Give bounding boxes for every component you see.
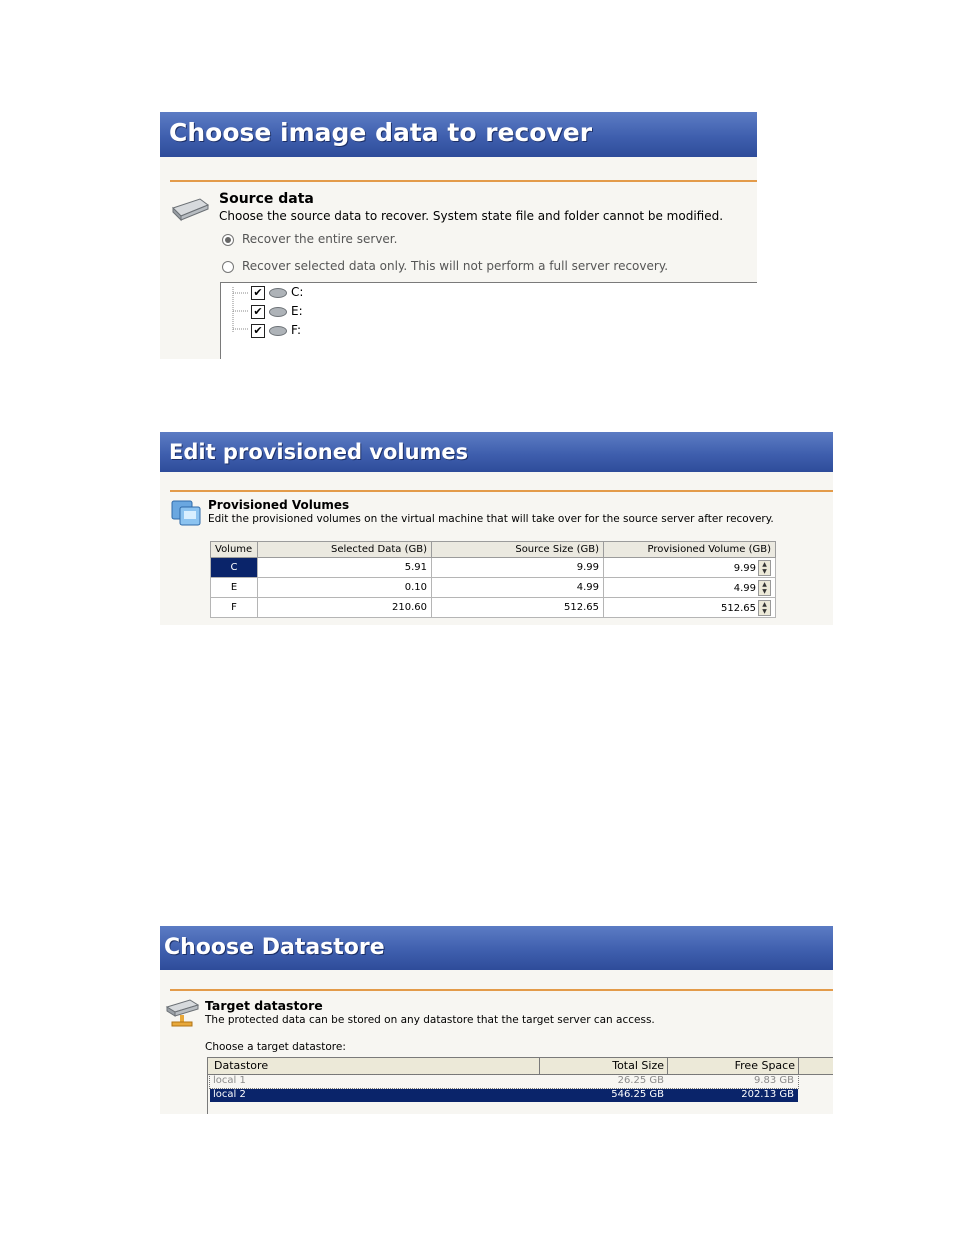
radio-recover-selected[interactable] (222, 259, 668, 273)
checkbox-checked-icon[interactable]: ✔ (251, 286, 265, 300)
column-divider (667, 1058, 668, 1074)
radio-unselected-icon[interactable] (222, 261, 234, 273)
banner (160, 112, 757, 157)
table-row[interactable] (211, 598, 776, 618)
drive-icon (170, 196, 210, 222)
column-header[interactable]: Volume (211, 542, 258, 558)
selected-cell: 0.10 (258, 578, 432, 598)
datastore-free: 202.13 GB (741, 1089, 794, 1100)
section-title: Provisioned Volumes (208, 498, 350, 512)
selected-cell: 210.60 (258, 598, 432, 618)
banner-title: Choose image data to recover (169, 118, 593, 147)
provisioned-volumes-icon (170, 495, 202, 529)
datastore-total: 546.25 GB (611, 1089, 664, 1100)
spinner-icon[interactable]: ▲ ▼ (758, 560, 771, 576)
choose-datastore-label: Choose a target datastore: (205, 1041, 346, 1053)
panel-edit-provisioned-volumes (160, 432, 833, 625)
checkbox-checked-icon[interactable]: ✔ (251, 305, 265, 319)
drive-tree (220, 282, 757, 359)
section-desc: Edit the provisioned volumes on the virtual machine that will take over for the source server after recovery. (208, 513, 774, 525)
volume-cell[interactable]: C (211, 558, 258, 578)
provisioned-value[interactable]: 512.65 (721, 602, 756, 614)
section-desc: Choose the source data to recover. System state file and folder cannot be modified. (219, 209, 724, 223)
volumes-table (210, 541, 776, 618)
table-row[interactable] (210, 1089, 798, 1102)
source-cell: 512.65 (432, 598, 604, 618)
checkbox-checked-icon[interactable]: ✔ (251, 324, 265, 338)
column-header[interactable]: Selected Data (GB) (258, 542, 432, 558)
spinner-icon[interactable]: ▲ ▼ (758, 580, 771, 596)
datastore-total: 26.25 GB (617, 1075, 664, 1086)
table-header (211, 542, 776, 558)
column-header[interactable]: Provisioned Volume (GB) (604, 542, 776, 558)
section-title: Target datastore (205, 998, 323, 1013)
radio-label: Recover the entire server. (242, 232, 398, 246)
tree-item-c[interactable] (251, 285, 303, 301)
column-header[interactable]: Datastore (214, 1059, 269, 1072)
banner-title: Choose Datastore (164, 935, 385, 960)
provisioned-cell[interactable] (604, 578, 776, 598)
radio-selected-icon[interactable] (222, 234, 234, 246)
column-divider (539, 1058, 540, 1074)
radio-label: Recover selected data only. This will not perform a full server recovery. (242, 259, 669, 273)
datastore-icon (164, 997, 200, 1029)
radio-recover-entire[interactable] (222, 232, 397, 246)
datastore-free: 9.83 GB (753, 1075, 794, 1086)
section-desc: The protected data can be stored on any datastore that the target server can access. (205, 1014, 655, 1026)
drive-label: E: (291, 304, 303, 318)
source-cell: 9.99 (432, 558, 604, 578)
tree-item-f[interactable] (251, 323, 301, 339)
drive-label: F: (291, 323, 302, 337)
drive-icon (269, 288, 287, 298)
provisioned-value[interactable]: 9.99 (733, 562, 756, 574)
drive-icon (269, 307, 287, 317)
tree-item-e[interactable] (251, 304, 303, 320)
divider (170, 989, 833, 991)
table-row[interactable] (210, 1075, 798, 1088)
provisioned-cell[interactable] (604, 558, 776, 578)
source-cell: 4.99 (432, 578, 604, 598)
spinner-icon[interactable]: ▲ ▼ (758, 600, 771, 616)
datastore-name[interactable]: local 2 (213, 1089, 246, 1100)
datastore-table-header (207, 1057, 833, 1075)
datastore-list-border (207, 1074, 208, 1114)
column-divider (798, 1058, 799, 1074)
column-header[interactable]: Source Size (GB) (432, 542, 604, 558)
panel-choose-datastore (160, 926, 833, 1114)
panel-choose-image-data (160, 112, 757, 359)
table-row[interactable] (211, 578, 776, 598)
banner-title: Edit provisioned volumes (169, 440, 469, 464)
provisioned-value[interactable]: 4.99 (733, 582, 756, 594)
divider (170, 180, 757, 182)
column-header[interactable]: Free Space (734, 1059, 795, 1072)
column-header[interactable]: Total Size (612, 1059, 664, 1072)
selected-cell: 5.91 (258, 558, 432, 578)
section-title: Source data (219, 191, 314, 207)
banner (160, 432, 833, 472)
drive-icon (269, 326, 287, 336)
banner (160, 926, 833, 970)
provisioned-cell[interactable] (604, 598, 776, 618)
datastore-name[interactable]: local 1 (213, 1075, 246, 1086)
volume-cell[interactable]: E (211, 578, 258, 598)
volume-cell[interactable]: F (211, 598, 258, 618)
drive-label: C: (291, 285, 304, 299)
divider (170, 490, 833, 492)
table-row[interactable] (211, 558, 776, 578)
